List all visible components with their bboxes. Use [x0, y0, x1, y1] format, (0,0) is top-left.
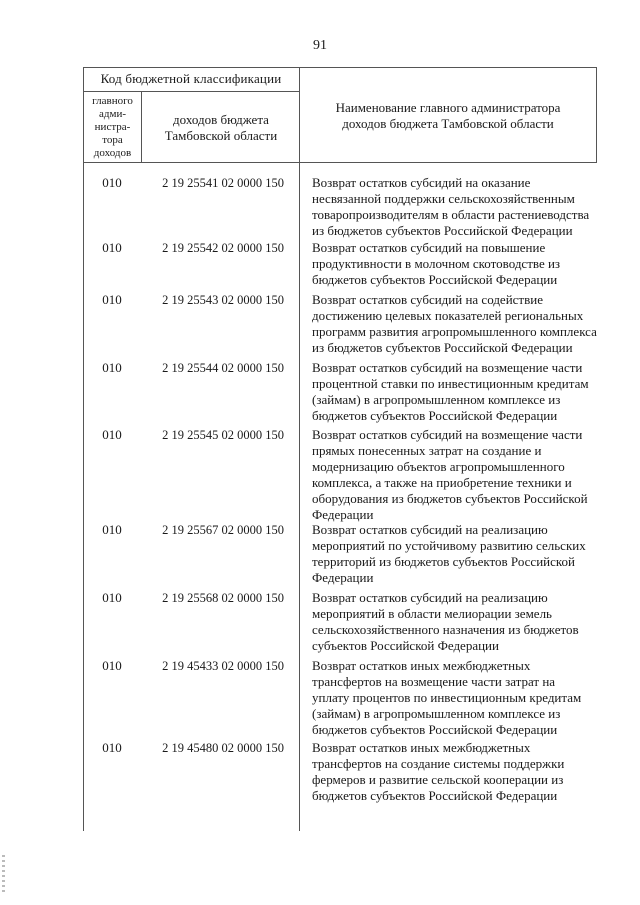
- budget-code: 2 19 25567 02 0000 150: [162, 523, 284, 537]
- header-name-line: Наименование главного администратора: [335, 100, 561, 115]
- header-border-right: [596, 68, 597, 162]
- admin-code: 010: [102, 658, 122, 673]
- row-name-line: Возврат остатков иных межбюджетных: [312, 740, 531, 755]
- budget-code: 2 19 25542 02 0000 150: [162, 241, 284, 255]
- row-name-line: Возврат остатков субсидий на реализацию: [312, 522, 548, 537]
- header-admin-line: нистра-: [94, 121, 131, 133]
- row-name-line: Возврат остатков иных межбюджетных: [312, 658, 531, 673]
- row-name-line: прямых понесенных затрат на создание и: [312, 443, 542, 458]
- header-admin-line: доходов: [93, 147, 132, 159]
- header-income-column: [143, 112, 299, 144]
- row-name-line: оборудования из бюджетов субъектов Российской: [312, 491, 588, 506]
- budget-code: 2 19 25541 02 0000 150: [162, 176, 284, 190]
- header-admin-line: главного: [92, 95, 133, 107]
- row-name-line: Возврат остатков субсидий на реализацию: [312, 590, 548, 605]
- header-admin-line: тора: [102, 134, 123, 146]
- row-name-line: программ развития агропромышленного комплекса: [312, 324, 597, 339]
- budget-code: 2 19 45480 02 0000 150: [162, 741, 284, 755]
- header-divider-name: [299, 68, 300, 162]
- scan-edge-mark: [2, 855, 5, 895]
- row-name-line: территорий из бюджетов субъектов Российской: [312, 554, 576, 569]
- budget-code: 2 19 25545 02 0000 150: [162, 428, 284, 442]
- row-name: [312, 240, 602, 288]
- row-name: [312, 175, 602, 239]
- admin-code: 010: [102, 175, 122, 190]
- row-name: [312, 590, 602, 654]
- admin-code: 010: [102, 522, 122, 537]
- admin-code: 010: [102, 427, 122, 442]
- row-name-line: Возврат остатков субсидий на возмещение части: [312, 427, 583, 442]
- row-name-line: уплату процентов по инвестиционным кредитам: [312, 690, 582, 705]
- page-number: 91: [313, 38, 327, 53]
- row-name: [312, 292, 602, 356]
- row-name: [312, 360, 602, 424]
- admin-code: 010: [102, 360, 122, 375]
- header-divider-admin: [141, 91, 142, 162]
- row-name-line: (займам) в агропромышленном комплексе из: [312, 706, 561, 721]
- table-header: [83, 67, 597, 163]
- row-name-line: Федерации: [312, 507, 374, 522]
- row-name-line: процентной ставки по инвестиционным кредитам: [312, 376, 589, 391]
- row-name-line: комплекса, а также на приобретение техники и: [312, 475, 572, 490]
- header-admin-line: адми-: [99, 108, 126, 120]
- row-name-line: трансфертов на создание системы поддержки: [312, 756, 565, 771]
- body-divider-name: [299, 161, 300, 831]
- row-name-line: Возврат остатков субсидий на оказание: [312, 175, 531, 190]
- header-kod-title: Код бюджетной классификации: [100, 71, 282, 86]
- admin-code: 010: [102, 590, 122, 605]
- budget-code: 2 19 45433 02 0000 150: [162, 659, 284, 673]
- row-name-line: (займам) в агропромышленном комплексе из: [312, 392, 561, 407]
- row-name-line: бюджетов субъектов Российской Федерации: [312, 788, 558, 803]
- row-name: [312, 427, 602, 523]
- header-kod-underline: [83, 91, 299, 92]
- row-name-line: Возврат остатков субсидий на содействие: [312, 292, 543, 307]
- row-name-line: Федерации: [312, 570, 374, 585]
- row-name-line: продуктивности в молочном скотоводстве из: [312, 256, 561, 271]
- row-name-line: субъектов Российской Федерации: [312, 638, 499, 653]
- row-name-line: модернизацию объектов агропромышленного: [312, 459, 565, 474]
- header-admin-column: [84, 95, 141, 160]
- body-border-left: [83, 161, 84, 831]
- header-income-line: Тамбовской области: [164, 128, 278, 143]
- row-name-line: мероприятий по устойчивому развитию сельских: [312, 538, 586, 553]
- budget-code: 2 19 25543 02 0000 150: [162, 293, 284, 307]
- row-name-line: достижению целевых показателей региональных: [312, 308, 584, 323]
- row-name-line: Возврат остатков субсидий на возмещение части: [312, 360, 583, 375]
- admin-code: 010: [102, 240, 122, 255]
- row-name: [312, 522, 602, 586]
- row-name-line: товаропроизводителям в области растениеводства: [312, 207, 590, 222]
- header-name-line: доходов бюджета Тамбовской области: [342, 116, 554, 131]
- row-name-line: бюджетов субъектов Российской Федерации: [312, 272, 558, 287]
- row-name-line: Возврат остатков субсидий на повышение: [312, 240, 546, 255]
- row-name: [312, 658, 602, 738]
- header-income-line: доходов бюджета: [173, 112, 269, 127]
- row-name-line: из бюджетов субъектов Российской Федерации: [312, 223, 573, 238]
- row-name-line: бюджетов субъектов Российской Федерации: [312, 408, 558, 423]
- row-name-line: мероприятий в области мелиорации земель: [312, 606, 552, 621]
- row-name-line: бюджетов субъектов Российской Федерации: [312, 722, 558, 737]
- budget-code: 2 19 25544 02 0000 150: [162, 361, 284, 375]
- row-name-line: несвязанной поддержки сельскохозяйственным: [312, 191, 575, 206]
- row-name-line: из бюджетов субъектов Российской Федерации: [312, 340, 573, 355]
- admin-code: 010: [102, 292, 122, 307]
- row-name-line: сельскохозяйственного назначения из бюджетов: [312, 622, 579, 637]
- row-name-line: фермеров и развитие сельской кооперации из: [312, 772, 564, 787]
- budget-code: 2 19 25568 02 0000 150: [162, 591, 284, 605]
- admin-code: 010: [102, 740, 122, 755]
- header-name-column: [301, 100, 595, 132]
- row-name: [312, 740, 602, 804]
- row-name-line: трансфертов на возмещение части затрат на: [312, 674, 556, 689]
